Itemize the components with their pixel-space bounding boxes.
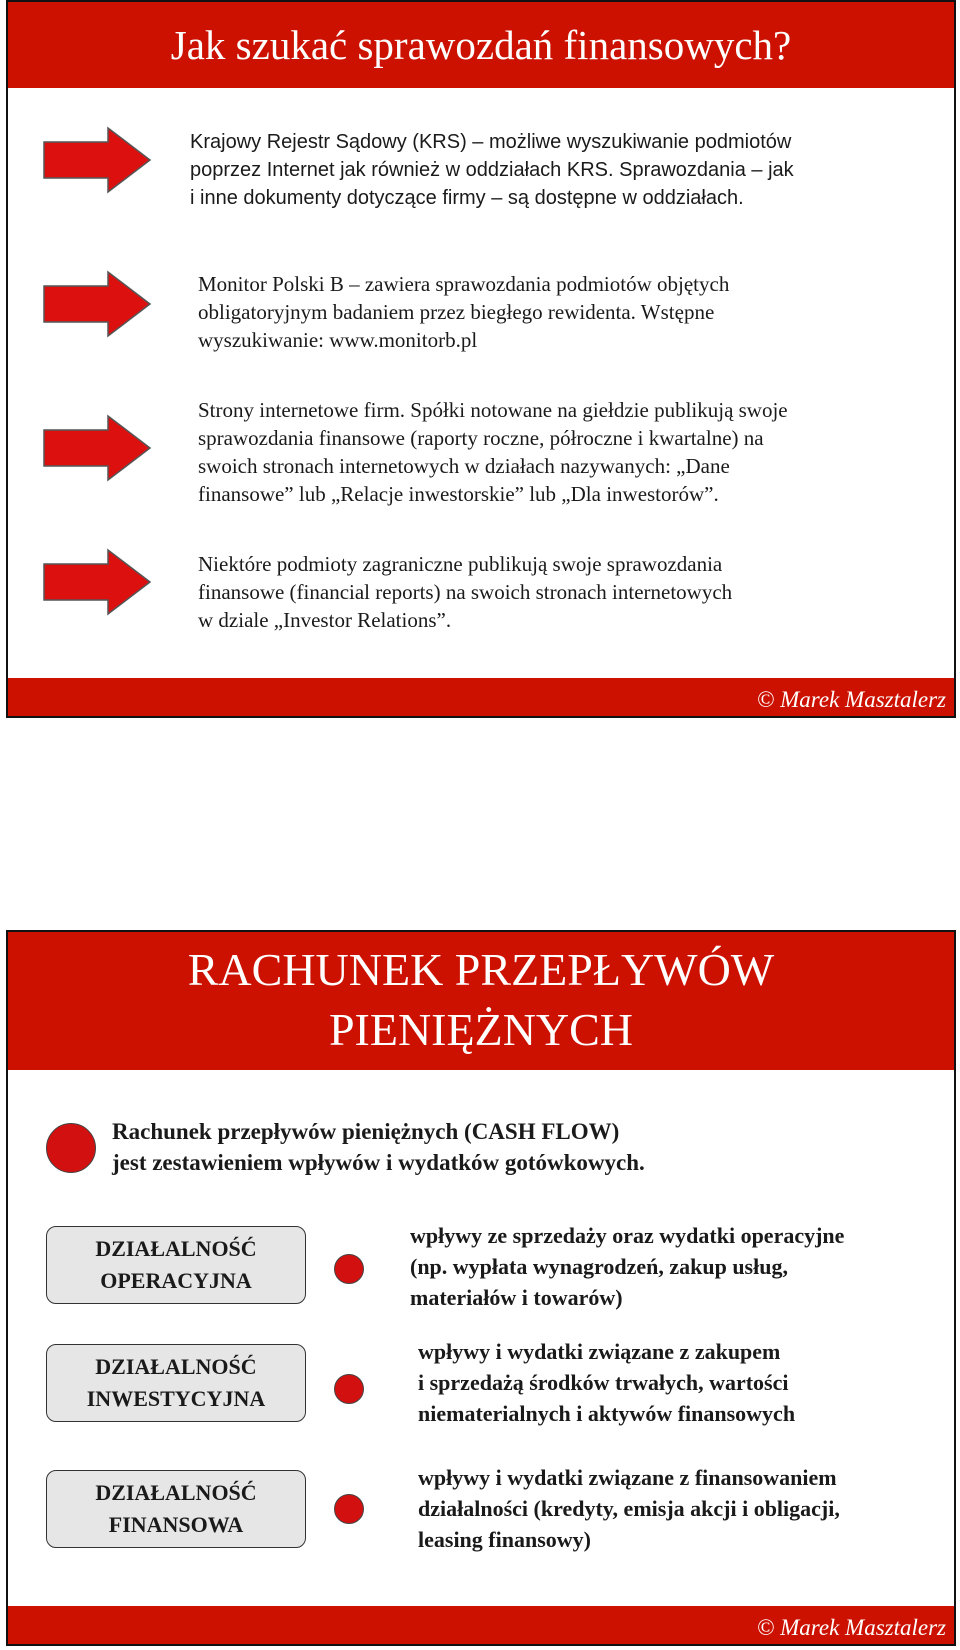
slide2-footer: © Marek Masztalerz (8, 1606, 954, 1644)
bullet-dot-icon (334, 1494, 364, 1524)
right-arrow-icon (42, 126, 154, 194)
slide-cash-flow-statement (6, 930, 956, 1646)
item-company-websites: Strony internetowe firm. Spółki notowane na giełdzie publikują swoje sprawozdania finansowe (raporty roczne, półroczne i kwartalne) na swoich stronach internetowych w działach nazywanych: „Dane finansowe” lub „Relacje inwestorskie” lub „Dla inwestorów”. (198, 398, 788, 506)
slide2-title: RACHUNEK PRZEPŁYWÓW PIENIĘŻNYCH (8, 932, 954, 1070)
right-arrow-icon (42, 270, 154, 338)
slide-financial-statements-search (6, 0, 956, 718)
activity-financing-description: wpływy i wydatki związane z finansowaniem działalności (kredyty, emisja akcji i obligacji, leasing finansowy) (418, 1465, 840, 1552)
activity-operating-box: DZIAŁALNOŚĆ OPERACYJNA (46, 1226, 306, 1304)
activity-investing-description: wpływy i wydatki związane z zakupem i sprzedażą środków trwałych, wartości niematerialnych i aktywów finansowych (418, 1339, 796, 1426)
slide1-footer: © Marek Masztalerz (8, 678, 954, 716)
bullet-dot-icon (46, 1123, 96, 1173)
activity-investing-box: DZIAŁALNOŚĆ INWESTYCYJNA (46, 1344, 306, 1422)
item-monitor-polski: Monitor Polski B – zawiera sprawozdania podmiotów objętych obligatoryjnym badaniem przez biegłego rewidenta. Wstępne wyszukiwanie: www.monitorb.pl (198, 272, 730, 352)
activity-financing-box: DZIAŁALNOŚĆ FINANSOWA (46, 1470, 306, 1548)
bullet-dot-icon (334, 1254, 364, 1284)
slide1-title: Jak szukać sprawozdań finansowych? (8, 2, 954, 88)
right-arrow-icon (42, 414, 154, 482)
cash-flow-definition: Rachunek przepływów pieniężnych (CASH FLOW) jest zestawieniem wpływów i wydatków gotówkowych. (112, 1119, 645, 1175)
activity-operating-description: wpływy ze sprzedaży oraz wydatki operacyjne (np. wypłata wynagrodzeń, zakup usług, materiałów i towarów) (410, 1223, 845, 1310)
item-krs: Krajowy Rejestr Sądowy (KRS) – możliwe wyszukiwanie podmiotów poprzez Internet jak również w oddziałach KRS. Sprawozdania – jak i inne dokumenty dotyczące firmy – są dostępne w oddziałach. (190, 131, 794, 209)
item-foreign-entities: Niektóre podmioty zagraniczne publikują swoje sprawozdania finansowe (financial reports) na swoich stronach internetowych w dziale „Investor Relations”. (198, 552, 733, 632)
bullet-dot-icon (334, 1374, 364, 1404)
right-arrow-icon (42, 548, 154, 616)
